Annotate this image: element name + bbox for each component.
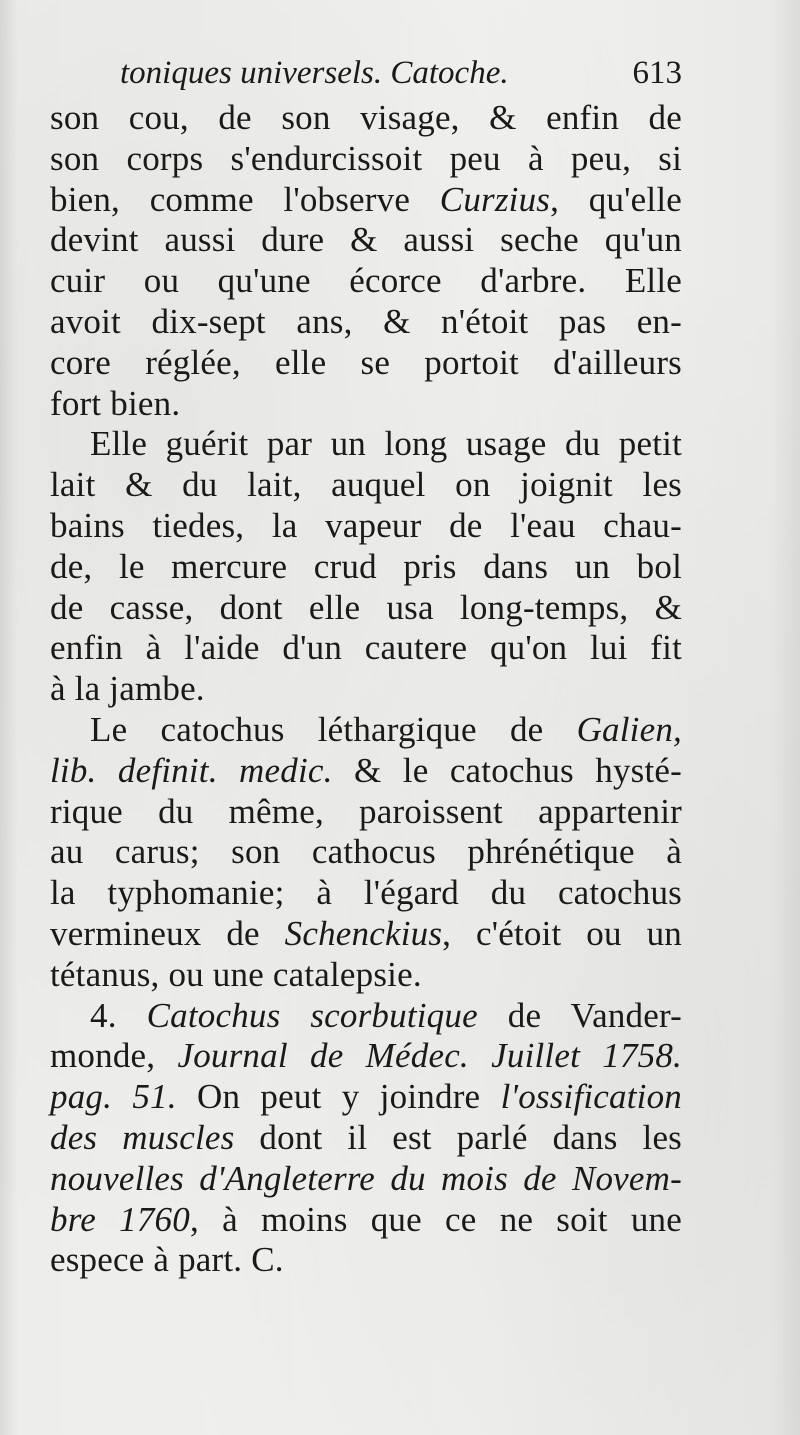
text-line [50, 424, 682, 465]
italic-text: l'ossification [500, 1077, 682, 1117]
italic-text: des muscles [50, 1117, 235, 1157]
text-line [50, 302, 682, 343]
text-run: , à moins que ce ne soit une [189, 1199, 682, 1239]
text-run: la typhomanie; à l'égard du catochus [50, 873, 682, 913]
text-line [50, 465, 682, 506]
text-run: son cou, de son visage, & enfin de [50, 98, 682, 137]
text-run: Elle guérit par un long usage du petit [90, 424, 682, 464]
text-line [50, 1159, 682, 1200]
body-text [50, 98, 682, 1281]
text-line [50, 996, 682, 1037]
text-run: 4. [90, 995, 147, 1035]
text-run: monde, [50, 1036, 178, 1076]
italic-text: pag. 51. [50, 1077, 177, 1117]
text-run: bains tiedes, la vapeur de l'eau chau- [50, 505, 682, 545]
italic-text: bre 1760 [50, 1199, 190, 1239]
italic-text: lib. definit. medic. [50, 750, 333, 790]
text-run: à la jambe. [50, 669, 205, 709]
text-run: fort bien. [50, 383, 181, 423]
text-run: de Vander- [477, 995, 682, 1035]
text-line [50, 343, 682, 384]
running-head-title: toniques universels. Catoche. [120, 55, 509, 91]
text-line [50, 1036, 682, 1077]
text-line [50, 1240, 682, 1281]
text-line [50, 669, 682, 710]
text-line [50, 832, 682, 873]
text-line [50, 792, 682, 833]
text-run: devint aussi dure & aussi seche qu'un [50, 220, 682, 260]
italic-text: Galien, [576, 709, 682, 749]
text-run: au carus; son cathocus phrénétique à [50, 832, 682, 872]
text-line [50, 588, 682, 629]
text-line [50, 506, 682, 547]
text-line [50, 180, 682, 221]
text-line [50, 751, 682, 792]
text-line [50, 1200, 682, 1241]
paragraph [50, 98, 682, 424]
text-run: de casse, dont elle usa long-temps, & [50, 587, 682, 627]
text-line [50, 384, 682, 425]
text-run: , c'étoit ou un [442, 913, 682, 953]
text-run: rique du même, paroissent appartenir [50, 791, 682, 831]
text-run: On peut y joindre [176, 1077, 501, 1117]
text-line [50, 1118, 682, 1159]
text-line [50, 955, 682, 996]
text-run: avoit dix-sept ans, & n'étoit pas en- [50, 301, 682, 341]
text-line [50, 220, 682, 261]
text-line [50, 139, 682, 180]
text-run: & le catochus hysté- [332, 750, 682, 790]
text-line [50, 873, 682, 914]
italic-text: Schenckius [284, 913, 443, 953]
paragraph [50, 424, 682, 710]
text-run: enfin à l'aide d'un cautere qu'on lui fit [50, 628, 682, 668]
text-line [50, 261, 682, 302]
text-run: espece à part. C. [50, 1240, 284, 1280]
paragraph [50, 710, 682, 996]
italic-text: Journal de Médec. Juillet 1758. [177, 1036, 682, 1076]
italic-text: nouvelles d'Angleterre du mois de Novem- [50, 1158, 682, 1198]
text-line [50, 710, 682, 751]
text-run: lait & du lait, auquel on joignit les [50, 465, 682, 505]
running-head [50, 48, 682, 98]
page-number: 613 [632, 55, 682, 91]
text-run: son corps s'endurcissoit peu à peu, si [50, 138, 682, 178]
italic-text: Curzius [439, 179, 551, 219]
text-run: core réglée, elle se portoit d'ailleurs [50, 342, 682, 382]
paragraph [50, 996, 682, 1282]
text-run: tétanus, ou une catalepsie. [50, 954, 422, 994]
text-run: , qu'elle [550, 179, 682, 219]
text-line [50, 628, 682, 669]
text-line [50, 1077, 682, 1118]
text-run: dont il est parlé dans les [234, 1117, 682, 1157]
text-run: cuir ou qu'une écorce d'arbre. Elle [50, 261, 682, 301]
text-block [50, 48, 682, 1281]
italic-text: Catochus scorbutique [146, 995, 478, 1035]
text-line [50, 98, 682, 139]
text-run: de, le mercure crud pris dans un bol [50, 546, 682, 586]
page-edge-shadow [770, 0, 800, 1435]
text-run: bien, comme l'observe [50, 179, 440, 219]
text-run: Le catochus léthargique de [90, 709, 577, 749]
text-line [50, 547, 682, 588]
text-run: vermineux de [50, 913, 285, 953]
text-line [50, 914, 682, 955]
